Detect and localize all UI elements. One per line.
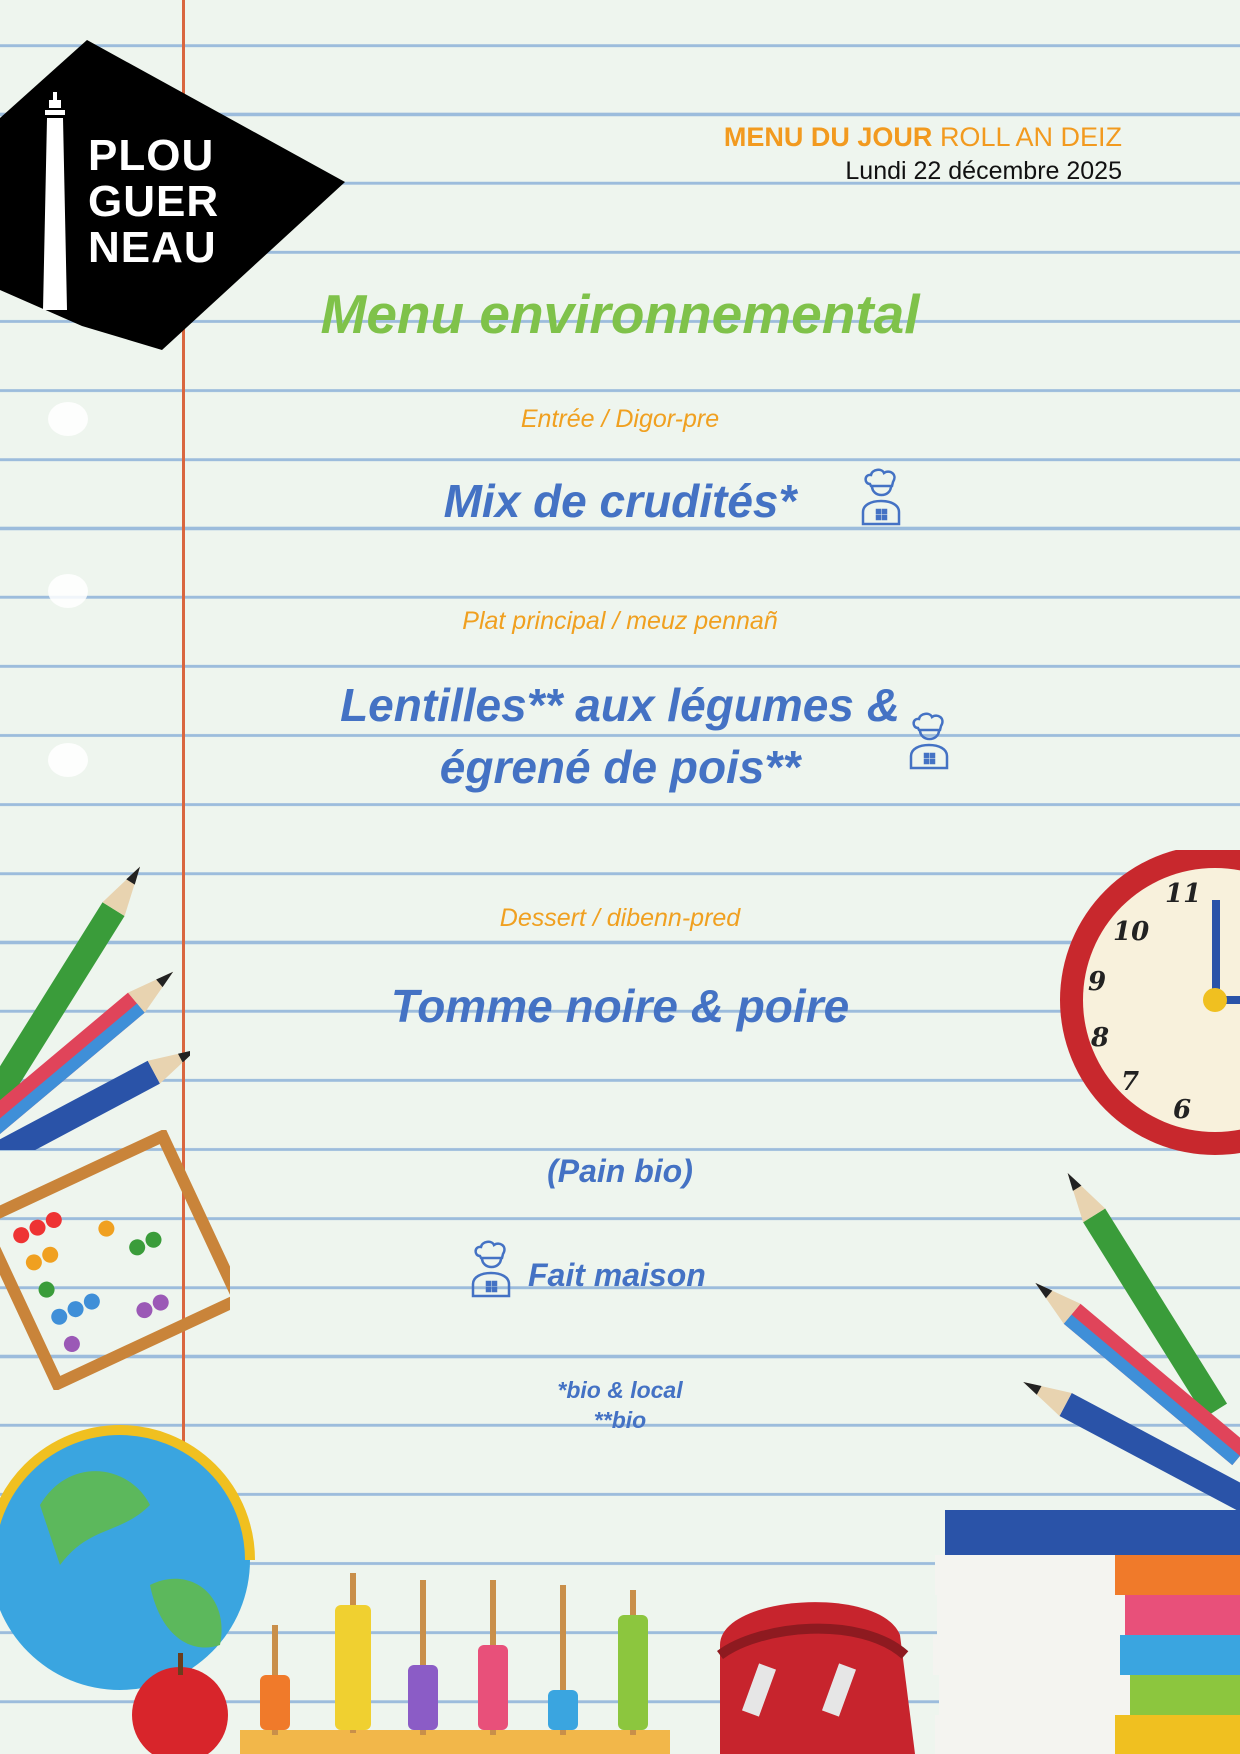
svg-text:10: 10 bbox=[1113, 917, 1150, 947]
logo-line: NEAU bbox=[88, 223, 217, 272]
colored-pencils-left-illustration bbox=[0, 790, 190, 1150]
header-title-bold: MENU DU JOUR bbox=[723, 122, 933, 152]
dish-starter bbox=[0, 470, 1240, 532]
binder-hole bbox=[48, 574, 88, 608]
course-label-starter: Entrée / Digor-pre bbox=[520, 405, 720, 433]
homemade-legend: Fait maison bbox=[528, 1257, 706, 1293]
menu-title: Menu environnemental bbox=[320, 283, 920, 345]
course-label-main: Plat principal / meuz pennañ bbox=[462, 607, 778, 635]
dish-line: Lentilles** aux légumes & bbox=[340, 679, 900, 731]
header-title-rest: ROLL AN DEIZ bbox=[939, 122, 1122, 152]
stack-of-books-illustration bbox=[925, 1490, 1240, 1754]
header-title bbox=[724, 120, 1122, 154]
svg-text:8: 8 bbox=[1091, 1023, 1110, 1053]
chef-icon bbox=[468, 1240, 514, 1298]
wall-clock-illustration bbox=[1055, 850, 1240, 1160]
svg-text:7: 7 bbox=[1121, 1067, 1140, 1097]
footnote: *bio & local bbox=[557, 1377, 683, 1403]
dish-line: Tomme noire & poire bbox=[390, 980, 850, 1032]
backpack-illustration bbox=[680, 1575, 930, 1754]
dish-main bbox=[0, 674, 1240, 798]
globe-illustration bbox=[0, 1395, 270, 1754]
chef-icon bbox=[906, 712, 952, 770]
bread-note: (Pain bio) bbox=[547, 1153, 693, 1189]
chef-icon bbox=[858, 468, 904, 526]
svg-text:6: 6 bbox=[1173, 1095, 1192, 1125]
course-label-dessert: Dessert / dibenn-pred bbox=[499, 904, 741, 932]
footnote: **bio bbox=[593, 1407, 647, 1433]
logo-line: PLOU bbox=[88, 131, 215, 180]
logo-wordmark bbox=[88, 133, 219, 271]
dish-line: égrené de pois** bbox=[439, 741, 801, 793]
svg-text:11: 11 bbox=[1165, 879, 1202, 909]
colored-pencils-right-illustration bbox=[1020, 1150, 1240, 1520]
dish-line: Mix de crudités* bbox=[443, 475, 797, 527]
svg-text:9: 9 bbox=[1088, 967, 1107, 997]
counting-rods-illustration bbox=[240, 1565, 670, 1754]
menu-header bbox=[724, 120, 1122, 188]
abacus-illustration bbox=[0, 1130, 230, 1390]
menu-date: Lundi 22 décembre 2025 bbox=[845, 157, 1122, 185]
logo-line: GUER bbox=[88, 177, 220, 226]
